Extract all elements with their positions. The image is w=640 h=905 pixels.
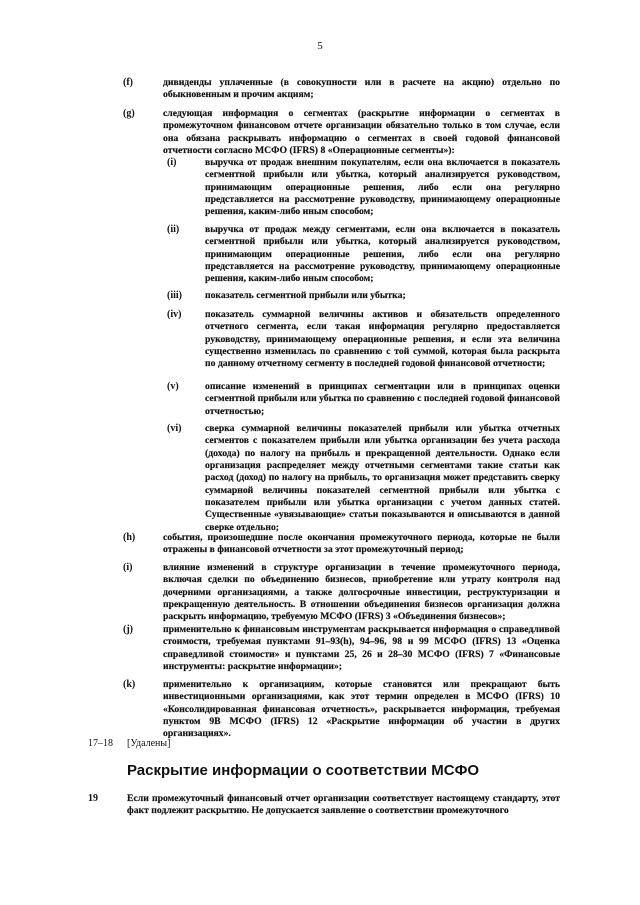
- deleted-note: [Удалены]: [127, 738, 171, 749]
- sub-item-text: выручка от продаж между сегментами, если она включается в показатель сегментной прибыли или убытка, который анализируется руководством, принимающим операционные решения, либо если она регулярно представляется на рассмотрение руководству, принимающему операционные решения, каким-либо иным способом;: [205, 224, 560, 285]
- sub-item-label: (i): [167, 157, 177, 168]
- item-label: (h): [123, 532, 136, 543]
- sub-item-label: (ii): [167, 224, 180, 235]
- sub-item-text: выручка от продаж внешним покупателям, если она включается в показатель сегментной прибыли или убытка, который анализируется руководством, принимающим операционные решения, либо если она регулярно представляется на рассмотрение руководству, принимающему операционные решения, каким-либо иным способом;: [205, 157, 560, 218]
- item-label: (g): [123, 108, 135, 119]
- item-text: события, произошедшие после окончания промежуточного периода, которые не были отражены в финансовой отчетности за этот промежуточный период;: [163, 532, 560, 556]
- item-text: применительно к организациям, которые становятся или прекращают быть инвестиционными организациями, как этот термин определен в МСФО (IFRS) 10 «Консолидированная финансовая отчетность», раскрывается информация, требуемая пунктом 9B МСФО (IFRS) 12 «Раскрытие информации об участии в других организациях».: [163, 679, 560, 740]
- sub-item-label: (v): [167, 381, 179, 392]
- item-text: влияние изменений в структуре организации в течение промежуточного периода, включая сделки по объединению бизнесов, приобретение или утрату контроля над дочерними организациями, а также долгосрочные инвестиции, реструктуризации и прекращенную деятельность. В отношении объединения бизнесов организация должна раскрыть информацию, требуемую МСФО (IFRS) 3 «Объединения бизнесов»;: [163, 562, 560, 623]
- paragraph-text: Если промежуточный финансовый отчет организации соответствует настоящему стандарту, этот факт подлежит раскрытию. Не допускается заявление о соответствии промежуточного: [127, 793, 560, 817]
- sub-item-text: описание изменений в принципах сегментации или в принципах оценки сегментной прибыли или убытка по сравнению с последней годовой финансовой отчетностью;: [205, 381, 560, 417]
- item-text: следующая информация о сегментах (раскрытие информации о сегментах в промежуточном финансовом отчете организации обязательно только в том случае, если она обязана раскрывать информацию о сегментах в своей годовой финансовой отчетности согласно МСФО (IFRS) 8 «Операционные сегменты»):: [163, 108, 560, 157]
- sub-item-label: (vi): [167, 423, 182, 434]
- sub-item-text: показатель суммарной величины активов и обязательств определенного отчетного сегмента, если такая информация регулярно предоставляется руководству, принимающему операционные решения, и если эта величина существенно изменилась по сравнению с той суммой, которая была раскрыта по данному отчетному сегменту в последней годовой финансовой отчетности;: [205, 309, 560, 370]
- item-text: дивиденды уплаченные (в совокупности или в расчете на акцию) отдельно по обыкновенным и прочим акциям;: [163, 77, 560, 101]
- paragraph-number: 17–18: [88, 738, 113, 749]
- item-label: (f): [123, 77, 133, 88]
- sub-item-label: (iv): [167, 309, 182, 320]
- section-heading: Раскрытие информации о соответствии МСФО: [127, 762, 480, 779]
- item-label: (j): [123, 624, 133, 635]
- page-number: 5: [317, 40, 323, 52]
- sub-item-text: показатель сегментной прибыли или убытка;: [205, 290, 406, 301]
- paragraph-number: 19: [88, 793, 98, 804]
- item-label: (k): [123, 679, 136, 690]
- item-text: применительно к финансовым инструментам раскрывается информация о справедливой стоимости, требуемая пунктами 91–93(h), 94–96, 98 и 99 МСФО (IFRS) 13 «Оценка справедливой стоимости» и пунктами 25, 26 и 28–30 МСФО (IFRS) 7 «Финансовые инструменты: раскрытие информации»;: [163, 624, 560, 673]
- sub-item-text: сверка суммарной величины показателей прибыли или убытка отчетных сегментов с показателем прибыли или убытка организации без учета расхода (дохода) по налогу на прибыль и прекращенной деятельности. Однако если организация распределяет между отчетными сегментами такие статьи как расход (доход) по налогу на прибыль, то организация может представить сверку суммарной величины показателей сегментной прибыли или убытка с показателем прибыли или убытка организации с учетом данных статей. Существенные «увязывающие» статьи показываются и описываются в данной сверке отдельно;: [205, 423, 560, 533]
- item-label: (i): [123, 562, 133, 573]
- sub-item-label: (iii): [167, 290, 182, 301]
